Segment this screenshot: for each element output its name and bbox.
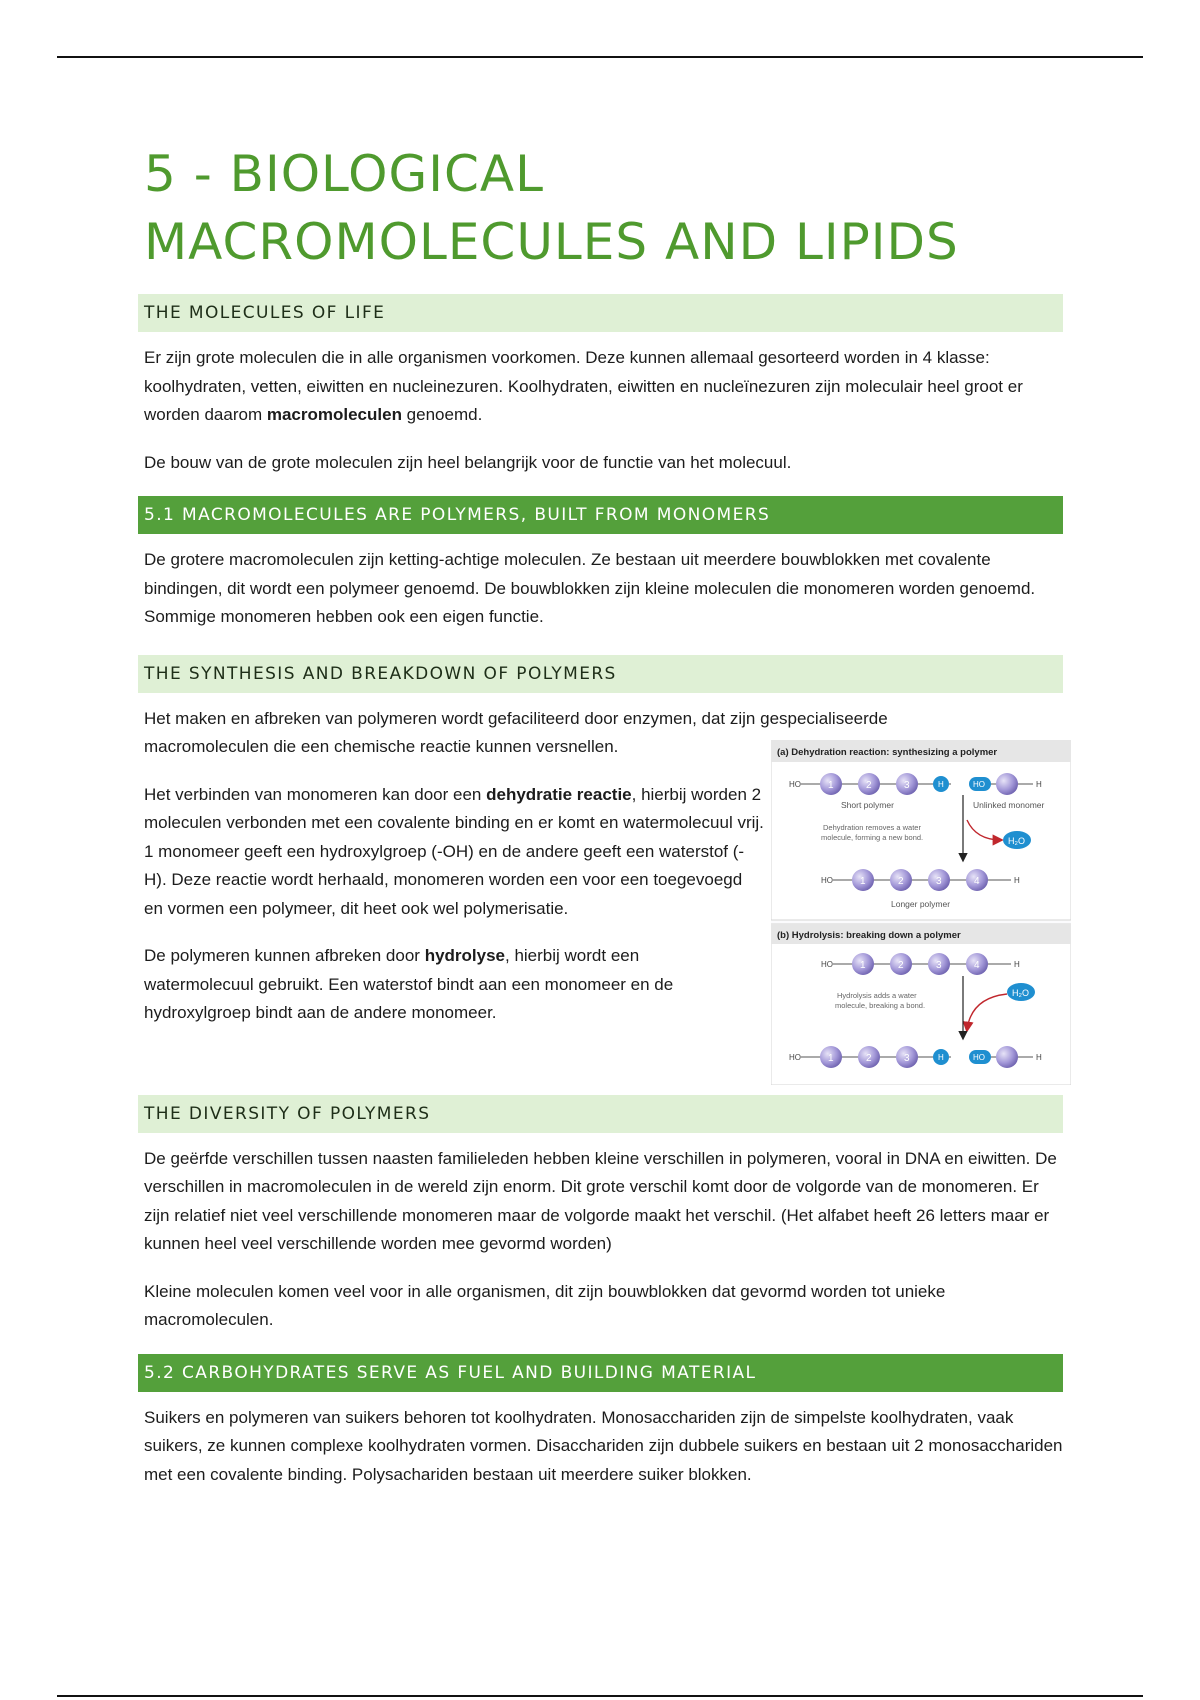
free-monomer-ball xyxy=(996,1046,1018,1068)
monomer-2 xyxy=(890,953,912,975)
page-title xyxy=(144,140,1063,276)
text: genoemd. xyxy=(401,405,483,424)
unlinked-monomer-label: Unlinked monomer xyxy=(973,800,1045,810)
top-rule xyxy=(57,56,1143,58)
svg-text:2: 2 xyxy=(866,1053,872,1064)
hydroxyl-group xyxy=(969,1050,991,1064)
text: De polymeren kunnen afbreken door xyxy=(144,946,425,965)
unlinked-monomer-ball xyxy=(996,773,1018,795)
heading-synthesis-breakdown: THE SYNTHESIS AND BREAKDOWN OF POLYMERS xyxy=(138,655,1063,693)
hydroxyl-group xyxy=(969,777,991,791)
paragraph-carbohydrates: Suikers en polymeren van suikers behoren tot koolhydraten. Monosacchariden zijn de simpelste koolhydraten, vaak suikers, ze kunnen complexe koolhydraten vormen. Disacchariden zijn dubbele suikers en bestaan uit 2 monosacchariden met een covalente binding. Polysachariden bestaan uit meerdere suiker blokken. xyxy=(144,1407,1063,1484)
svg-text:4: 4 xyxy=(974,960,980,971)
heading-molecules-of-life: THE MOLECULES OF LIFE xyxy=(138,294,1063,332)
heading-diversity-polymers: THE DIVERSITY OF POLYMERS xyxy=(138,1095,1063,1133)
figure-a-title: (a) Dehydration reaction: synthesizing a polymer xyxy=(777,747,998,758)
bottom-rule xyxy=(57,1695,1143,1697)
heading-polymers-monomers: 5.1 MACROMOLECULES ARE POLYMERS, BUILT FROM MONOMERS xyxy=(138,496,1063,534)
monomer-3 xyxy=(928,869,950,891)
svg-text:3: 3 xyxy=(904,1053,910,1064)
ho-label: HO xyxy=(789,1053,801,1062)
h-label: H xyxy=(1036,780,1042,789)
figure-b-title: (b) Hydrolysis: breaking down a polymer xyxy=(777,930,961,941)
longer-polymer-label: Longer polymer xyxy=(891,899,951,909)
ho-label: HO xyxy=(821,960,833,969)
dehydration-note-1: Dehydration removes a water xyxy=(823,823,921,832)
paragraph-small-molecules: Kleine moleculen komen veel voor in alle organismen, dit zijn bouwblokken dat gevormd worden tot unieke macromoleculen. xyxy=(144,1281,946,1329)
monomer-3 xyxy=(896,773,918,795)
h-label: H xyxy=(1036,1053,1042,1062)
text: , hierbij worden 2 moleculen verbonden met een covalente binding en er komt en watermolecuul vrij. 1 monomeer geeft een hydroxylgroep (-OH) en de andere geeft een waterstof (-H). Deze reactie wordt herhaald, monomeren worden een voor een toegevoegd en vormen een polymeer, dit heet ook wel polymerisatie. xyxy=(144,784,764,918)
monomer-1 xyxy=(820,1046,842,1068)
paragraph-diversity: De geërfde verschillen tussen naasten familieleden hebben kleine verschillen in polymeren, vooral in DNA en eiwitten. De verschillen in macromoleculen in de wereld zijn enorm. Dit grote verschil komt door de volgorde van de monomeren. Er zijn relatief niet veel verschillende monomeren maar de volgorde maakt het verschil. (Het alfabet heeft 26 letters maar er kunnen heel veel verschillende worden mee gevormd worden) xyxy=(144,1148,1057,1253)
svg-text:2: 2 xyxy=(898,960,904,971)
svg-text:1: 1 xyxy=(828,780,834,791)
title-line-2: MACROMOLECULES AND LIPIDS xyxy=(144,213,959,271)
monomer-4 xyxy=(966,953,988,975)
monomer-1 xyxy=(852,869,874,891)
monomer-3 xyxy=(896,1046,918,1068)
svg-text:H: H xyxy=(938,780,944,789)
monomer-4 xyxy=(966,869,988,891)
hydrolysis-note-1: Hydrolysis adds a water xyxy=(837,991,917,1000)
h-label: H xyxy=(1014,960,1020,969)
svg-text:3: 3 xyxy=(904,780,910,791)
hydrolysis-note-2: molecule, breaking a bond. xyxy=(835,1001,926,1010)
text: , hierbij wordt een watermolecuul gebruikt. Een waterstof bindt aan een monomeer en de hydroxylgroep bindt aan de andere monomeer. xyxy=(144,946,674,1022)
text: Het verbinden van monomeren kan door een xyxy=(144,784,487,804)
monomer-3 xyxy=(928,953,950,975)
svg-text:2: 2 xyxy=(866,780,872,791)
svg-text:HO: HO xyxy=(973,780,985,789)
polymer-reaction-figure xyxy=(771,740,1071,1085)
paragraph-molecules-structure: De bouw van de grote moleculen zijn heel belangrijk voor de functie van het molecuul. xyxy=(144,452,792,472)
paragraph-hydrolysis xyxy=(138,942,734,1028)
document-body xyxy=(138,140,1063,1489)
monomer-1 xyxy=(852,953,874,975)
short-polymer-label: Short polymer xyxy=(841,800,894,810)
monomer-2 xyxy=(890,869,912,891)
bold-term: dehydratie reactie xyxy=(486,784,632,804)
svg-text:3: 3 xyxy=(936,960,942,971)
svg-text:HO: HO xyxy=(973,1053,985,1062)
svg-text:1: 1 xyxy=(828,1053,834,1064)
svg-text:1: 1 xyxy=(860,876,866,887)
water-molecule xyxy=(1003,831,1031,849)
h-label: H xyxy=(1014,876,1020,885)
svg-text:1: 1 xyxy=(860,960,866,971)
paragraph-molecules-intro xyxy=(138,344,1063,430)
title-line-1: 5 - BIOLOGICAL xyxy=(144,145,544,203)
text: Er zijn grote moleculen die in alle organismen voorkomen. Deze kunnen allemaal gesorteerd worden in 4 klasse: koolhydraten, vetten, eiwitten en nucleinezuren. Koolhydraten, eiwitten en nucleïnezuren zijn moleculair heel groot er worden daarom xyxy=(144,348,1023,424)
water-molecule xyxy=(1007,983,1035,1001)
svg-text:H₂O: H₂O xyxy=(1012,988,1029,998)
paragraph-enzymes: Het maken en afbreken van polymeren wordt gefaciliteerd door enzymen, dat zijn gespecialiseerde macromoleculen die een chemische reactie kunnen versnellen. xyxy=(144,708,888,756)
ho-label: HO xyxy=(821,876,833,885)
monomer-2 xyxy=(858,1046,880,1068)
dehydration-note-2: molecule, forming a new bond. xyxy=(821,833,924,842)
bold-term: macromoleculen xyxy=(266,405,402,424)
monomer-2 xyxy=(858,773,880,795)
svg-text:3: 3 xyxy=(936,876,942,887)
paragraph-dehydration xyxy=(138,781,764,924)
hydrogen-atom xyxy=(933,776,949,792)
svg-text:H: H xyxy=(938,1053,944,1062)
bold-term: hydrolyse xyxy=(424,946,505,965)
monomer-1 xyxy=(820,773,842,795)
svg-text:H₂O: H₂O xyxy=(1008,836,1025,846)
svg-text:2: 2 xyxy=(898,876,904,887)
hydrogen-atom xyxy=(933,1049,949,1065)
heading-carbohydrates: 5.2 CARBOHYDRATES SERVE AS FUEL AND BUILDING MATERIAL xyxy=(138,1354,1063,1392)
ho-label: HO xyxy=(789,780,801,789)
paragraph-polymers: De grotere macromoleculen zijn ketting-achtige moleculen. Ze bestaan uit meerdere bouwblokken met covalente bindingen, dit wordt een polymeer genoemd. De bouwblokken zijn kleine moleculen die monomeren worden genoemd. Sommige monomeren hebben ook een eigen functie. xyxy=(144,550,1036,626)
svg-text:4: 4 xyxy=(974,876,980,887)
